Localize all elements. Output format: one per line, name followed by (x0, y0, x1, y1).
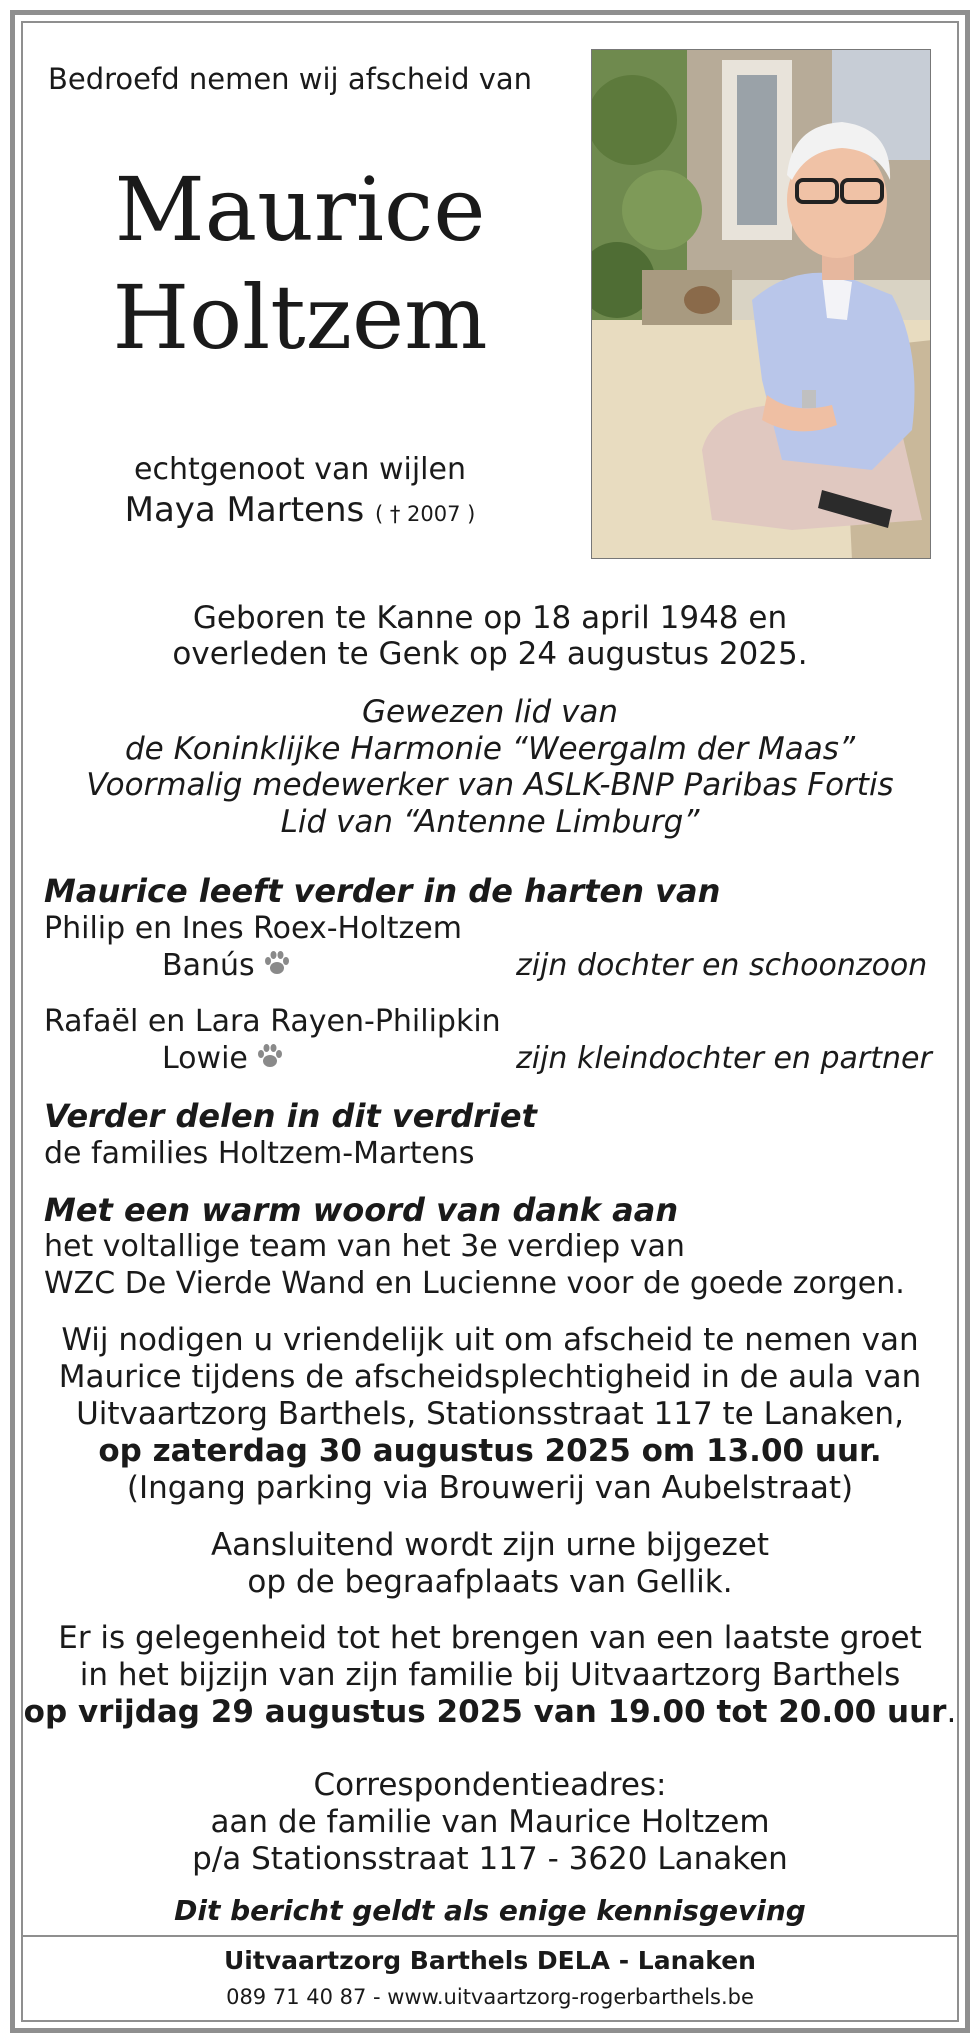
also-grieving-text: de families Holtzem-Martens (44, 1136, 475, 1171)
footer-company: Uitvaartzorg Barthels DELA - Lanaken (224, 1946, 756, 1975)
correspondence-label: Correspondentieadres: (313, 1767, 667, 1803)
ceremony-line: Uitvaartzorg Barthels, Stationsstraat 117 te Lanaken, (76, 1396, 904, 1432)
portrait-photo (591, 49, 931, 559)
membership-line: de Koninklijke Harmonie “Weergalm der Maas” (124, 731, 855, 767)
paw-icon (263, 949, 291, 984)
visitation-line: Er is gelegenheid tot het brengen van een laatste groet (58, 1620, 922, 1656)
visitation-date (21, 1694, 959, 1730)
deceased-last-name: Holtzem (112, 266, 488, 369)
birth-line: Geboren te Kanne op 18 april 1948 en (192, 600, 788, 636)
notice-text: Dit bericht geldt als enige kennisgeving (174, 1894, 806, 1927)
family-heading: Maurice leeft verder in de harten van (44, 872, 721, 910)
correspondence-line: aan de familie van Maurice Holtzem (210, 1804, 770, 1840)
family-names: Rafaël en Lara Rayen-Philipkin (44, 1004, 501, 1039)
pet-name (162, 1041, 284, 1077)
footer-divider (23, 1935, 957, 1937)
thanks-line: het voltallige team van het 3e verdiep van (44, 1229, 685, 1264)
correspondence-line: p/a Stationsstraat 117 - 3620 Lanaken (192, 1841, 788, 1877)
relation-label: zijn kleindochter en partner (516, 1041, 932, 1076)
thanks-line: WZC De Vierde Wand en Lucienne voor de goede zorgen. (44, 1266, 905, 1301)
visitation-date-text: op vrijdag 29 augustus 2025 van 19.00 tot 20.00 uur (23, 1694, 947, 1730)
spouse-death-note: ( † 2007 ) (375, 502, 476, 526)
membership-line: Gewezen lid van (361, 694, 619, 730)
paw-icon (256, 1042, 284, 1077)
membership-line: Lid van “Antenne Limburg” (280, 804, 700, 840)
relation-label: zijn dochter en schoonzoon (516, 948, 928, 983)
spouse-name: Maya Martens (124, 490, 365, 530)
pet-name (162, 948, 291, 984)
spouse-line (95, 490, 505, 530)
parking-info: (Ingang parking via Brouwerij van Aubelstraat) (126, 1470, 854, 1506)
also-grieving-heading: Verder delen in dit verdriet (44, 1097, 537, 1135)
ceremony-line: Maurice tijdens de afscheidsplechtigheid in de aula van (58, 1359, 922, 1395)
family-names: Philip en Ines Roex-Holtzem (44, 911, 462, 946)
intro-text: Bedroefd nemen wij afscheid van (48, 62, 533, 96)
pet-label: Banús (162, 948, 255, 983)
death-line: overleden te Genk op 24 augustus 2025. (172, 636, 808, 672)
visitation-line: in het bijzijn van zijn familie bij Uitvaartzorg Barthels (79, 1657, 901, 1693)
pet-label: Lowie (162, 1041, 248, 1076)
visitation-date-suffix: . (946, 1694, 957, 1730)
ceremony-date: op zaterdag 30 augustus 2025 om 13.00 uur. (98, 1433, 882, 1469)
ceremony-line: Wij nodigen u vriendelijk uit om afscheid te nemen van (61, 1322, 919, 1358)
burial-line: Aansluitend wordt zijn urne bijgezet (210, 1527, 770, 1563)
thanks-heading: Met een warm woord van dank aan (44, 1191, 679, 1229)
spouse-prefix: echtgenoot van wijlen (134, 452, 466, 487)
burial-line: op de begraafplaats van Gellik. (247, 1564, 733, 1600)
deceased-first-name: Maurice (114, 158, 486, 261)
footer-contact: 089 71 40 87 - www.uitvaartzorg-rogerbarthels.be (226, 1985, 754, 2009)
membership-line: Voormalig medewerker van ASLK-BNP Paribas Fortis (86, 767, 894, 803)
